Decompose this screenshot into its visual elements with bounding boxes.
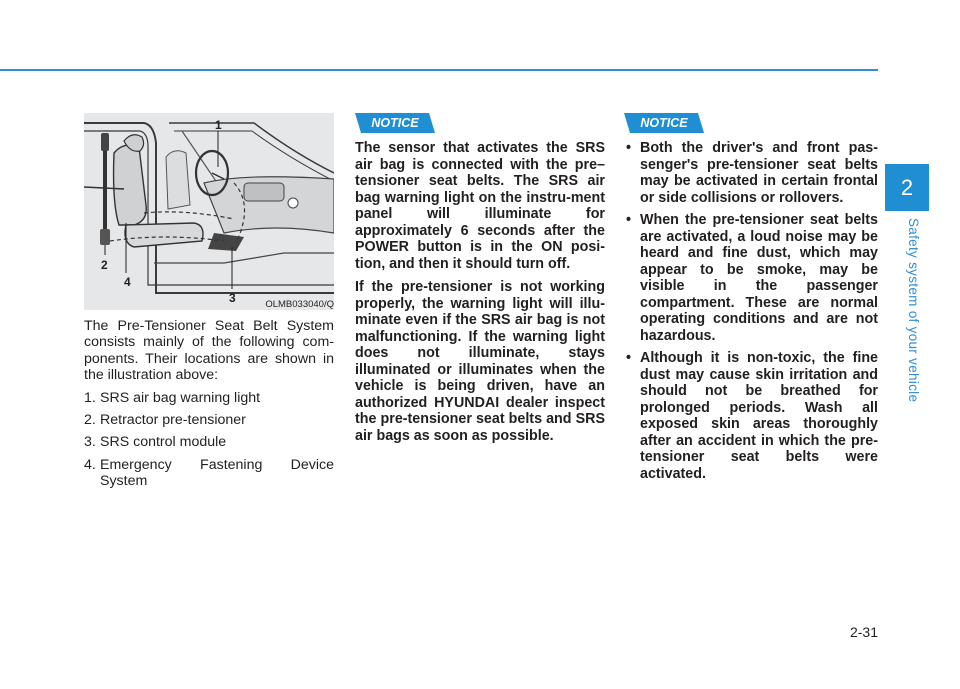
notice-badge: NOTICE: [630, 113, 698, 133]
component-list: [84, 390, 334, 490]
intro-paragraph: The Pre-Tensioner Seat Belt System consists mainly of the following com-ponents. Their locations are shown in the illustration above:: [84, 318, 334, 384]
notice-paragraph: The sensor that activates the SRS air bag is connected with the pre–tensioner seat belts. The SRS air bag warning light on the instru-ment panel will illuminate for approximately 6 seconds after the POWER button is in the ON posi-tion, and then it should turn off.: [355, 140, 605, 272]
list-item: 3. SRS control module: [84, 434, 227, 451]
page-number: 2-31: [849, 624, 878, 640]
notice-text-2: [624, 140, 878, 488]
list-item: 2. Retractor pre-tensioner: [84, 412, 246, 429]
list-item: • Both the driver's and front pas-senger's pre-tensioner seat belts may be activated in certain frontal or side collisions or rollovers.: [626, 140, 878, 206]
list-item: • Although it is non-toxic, the fine dust may cause skin irritation and should not be breathed for prolonged periods. Wash all exposed skin areas thoroughly after an accident in which the pre-tensioner seat belts were activated.: [626, 350, 878, 482]
notice-text-1: [355, 140, 605, 451]
callout-4: 4: [124, 275, 131, 289]
list-item: 1. SRS air bag warning light: [84, 389, 261, 406]
header-rule: [0, 69, 878, 71]
list-item: 4. Emergency Fastening Device System: [84, 456, 334, 490]
intro-section: [84, 318, 334, 496]
chapter-title: Safety system of your vehicle: [906, 218, 921, 403]
notice-badge: NOTICE: [361, 113, 429, 133]
callout-1: 1: [215, 118, 222, 132]
chapter-tab: 2: [885, 164, 929, 211]
callout-3: 3: [229, 291, 236, 305]
list-item: • When the pre-tensioner seat belts are activated, a loud noise may be heard and fine dust, which may appear to be smoke, may be visible in the passenger compartment. These are normal operating conditions and are not hazardous.: [626, 212, 878, 344]
notice-paragraph: If the pre-tensioner is not working properly, the warning light will illu-minate even if the SRS air bag is not malfunctioning. If the warning light does not illuminate, stays illuminated or illuminates when the vehicle is being driven, have an authorized HYUNDAI dealer inspect the pre-tensioner seat belts and SRS air bags as soon as possible.: [355, 279, 605, 444]
callout-2: 2: [101, 258, 108, 272]
notice-bullet-list: [624, 140, 878, 482]
figure-code: OLMB033040/Q: [265, 299, 334, 310]
seat-belt-illustration: [84, 113, 334, 310]
